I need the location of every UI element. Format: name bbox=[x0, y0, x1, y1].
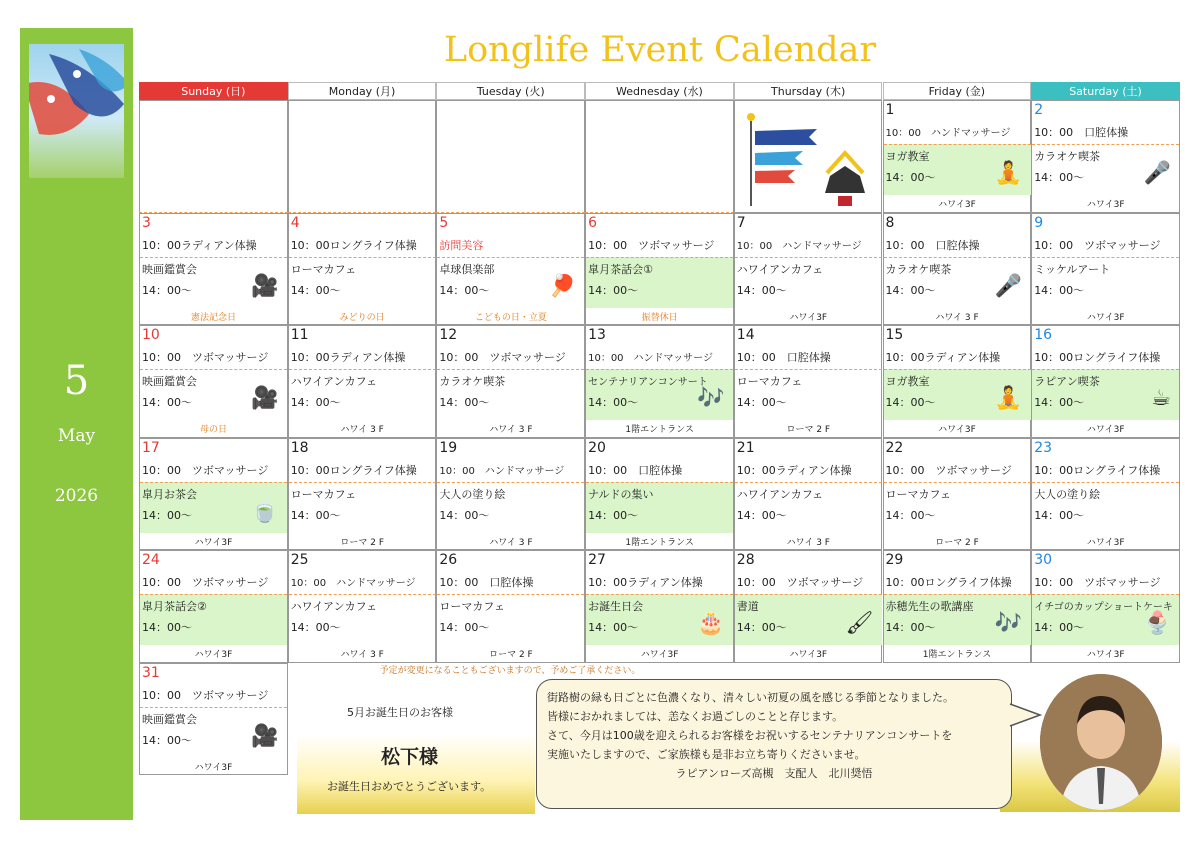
afternoon-event: ローマカフェ bbox=[439, 600, 505, 613]
empty-cell bbox=[585, 100, 734, 213]
morning-event: 10：00ロングライフ体操 bbox=[885, 576, 1012, 589]
day-cell bbox=[585, 325, 734, 438]
day-number: 28 bbox=[736, 552, 755, 568]
afternoon-event-box bbox=[437, 482, 584, 533]
afternoon-event-box bbox=[289, 257, 436, 308]
afternoon-event: ラピアン喫茶 bbox=[1034, 375, 1100, 388]
afternoon-event: ローマカフェ bbox=[885, 487, 951, 501]
day-number: 20 bbox=[588, 439, 606, 456]
afternoon-event: ハワイアンカフェ bbox=[736, 487, 824, 501]
afternoon-event-box bbox=[1032, 257, 1179, 308]
afternoon-time: 14：00～ bbox=[439, 396, 490, 409]
morning-event: 10：00 口腔体操 bbox=[588, 463, 683, 477]
afternoon-event: 皐月お茶会 bbox=[142, 487, 197, 501]
day-cell bbox=[883, 550, 1032, 663]
afternoon-event: カラオケ喫茶 bbox=[1034, 150, 1100, 163]
message-line: 街路樹の緑も日ごとに色濃くなり、清々しい初夏の風を感じる季節となりました。 bbox=[547, 691, 954, 704]
holiday-label: 憲法記念日 bbox=[190, 312, 236, 323]
location-label: ハワイ3F bbox=[1086, 425, 1125, 435]
day-number: 22 bbox=[885, 439, 904, 456]
morning-event: 10：00 ハンドマッサージ bbox=[736, 240, 862, 252]
day-cell bbox=[883, 325, 1032, 438]
morning-event: 10：00 ツボマッサージ bbox=[736, 576, 864, 589]
morning-event: 10：00ロングライフ体操 bbox=[1034, 463, 1161, 477]
afternoon-time: 14：00～ bbox=[1034, 508, 1085, 522]
schedule-change-note: 予定が変更になることもございますので、予めご了承ください。 bbox=[379, 666, 641, 676]
morning-event: 10：00ラディアン体操 bbox=[588, 576, 703, 589]
day-header: Monday (月) bbox=[288, 82, 437, 100]
location-label: ハワイ3F bbox=[1086, 537, 1125, 548]
calendar-title: Longlife Event Calendar bbox=[443, 30, 877, 70]
day-cell bbox=[139, 663, 288, 776]
location-label: ハワイ3F bbox=[1086, 312, 1125, 323]
morning-event: 10：00ロングライフ体操 bbox=[290, 463, 417, 477]
morning-event: 10：00 ハンドマッサージ bbox=[588, 353, 713, 364]
day-cell bbox=[883, 213, 1032, 326]
afternoon-time: 14：00～ bbox=[142, 283, 192, 297]
day-header: Tuesday (火) bbox=[436, 82, 585, 100]
afternoon-event: ハワイアンカフェ bbox=[290, 375, 378, 388]
day-cell bbox=[883, 100, 1032, 213]
day-cell bbox=[585, 213, 734, 326]
location-label: ハワイ 3 F bbox=[489, 425, 533, 435]
empty-cell bbox=[436, 100, 585, 213]
morning-event: 10：00 口腔体操 bbox=[736, 351, 831, 364]
afternoon-event-box bbox=[289, 482, 436, 533]
bubble-tail bbox=[1008, 702, 1042, 728]
afternoon-time: 14：00～ bbox=[588, 621, 639, 634]
location-label: ハワイ3F bbox=[1086, 200, 1125, 210]
afternoon-event: ヨガ教室 bbox=[885, 150, 930, 163]
afternoon-time: 14：00～ bbox=[290, 621, 341, 634]
day-number: 5 bbox=[439, 214, 449, 231]
afternoon-time: 14：00～ bbox=[290, 508, 341, 522]
location-label: ローマ 2 F bbox=[786, 425, 831, 435]
month-number: 5 bbox=[63, 358, 90, 404]
afternoon-event-box bbox=[289, 594, 436, 645]
afternoon-time: 14：00～ bbox=[1034, 283, 1085, 297]
microphone-icon: 🎤 bbox=[1143, 161, 1171, 186]
day-number: 27 bbox=[588, 552, 606, 568]
day-cell bbox=[734, 438, 883, 551]
calligraphy-icon: 🖌 bbox=[845, 611, 874, 636]
afternoon-time: 14：00～ bbox=[1034, 171, 1085, 184]
morning-event: 10：00ロングライフ体操 bbox=[1034, 351, 1161, 364]
afternoon-event: ミッケルアート bbox=[1034, 262, 1111, 276]
location-label: 1階エントランス bbox=[625, 425, 694, 435]
empty-cell bbox=[139, 100, 288, 213]
day-cell bbox=[734, 325, 883, 438]
afternoon-event: 大人の塗り絵 bbox=[439, 487, 506, 501]
morning-event: 10：00 ツボマッサージ bbox=[142, 688, 269, 702]
message-signature: ラピアンローズ高槻 支配人 北川奨悟 bbox=[675, 767, 873, 780]
day-number: 1 bbox=[885, 102, 895, 118]
holiday-label: みどりの日 bbox=[339, 312, 385, 323]
empty-cell bbox=[288, 100, 437, 213]
afternoon-event-box bbox=[289, 369, 436, 420]
afternoon-time: 14：00～ bbox=[290, 396, 341, 409]
afternoon-event: 書道 bbox=[736, 600, 759, 613]
holiday-label: こどもの日・立夏 bbox=[474, 312, 547, 323]
location-label: ローマ 2 F bbox=[935, 537, 979, 548]
morning-event: 10：00 ツボマッサージ bbox=[588, 238, 715, 252]
day-number: 6 bbox=[588, 214, 598, 231]
day-header: Wednesday (水) bbox=[585, 82, 734, 100]
afternoon-event: ハワイアンカフェ bbox=[290, 600, 378, 613]
morning-event: 10：00ラディアン体操 bbox=[142, 238, 257, 252]
movie-camera-icon: 🎥 bbox=[251, 273, 279, 299]
day-cell bbox=[1031, 213, 1180, 326]
message-line: 皆様におかれましては、恙なくお過ごしのことと存じます。 bbox=[547, 710, 844, 723]
afternoon-event: お誕生日会 bbox=[588, 600, 644, 613]
day-number: 2 bbox=[1034, 102, 1044, 118]
day-number: 26 bbox=[439, 552, 458, 568]
day-cell bbox=[139, 325, 288, 438]
holiday-label: 母の日 bbox=[199, 425, 227, 435]
music-notes-icon: 🎶 bbox=[994, 611, 1023, 636]
afternoon-time: 14：00～ bbox=[885, 396, 936, 409]
day-cell bbox=[288, 550, 437, 663]
day-cell bbox=[734, 213, 883, 326]
day-cell bbox=[585, 550, 734, 663]
holiday-label: 振替休日 bbox=[641, 312, 678, 323]
day-number: 18 bbox=[290, 439, 309, 456]
morning-event: 10：00 ツボマッサージ bbox=[439, 351, 566, 364]
morning-event: 10：00 口腔体操 bbox=[1034, 126, 1129, 139]
location-label: ハワイ3F bbox=[789, 650, 828, 660]
day-number: 14 bbox=[736, 327, 755, 343]
afternoon-event-box bbox=[735, 482, 882, 533]
day-cell bbox=[139, 550, 288, 663]
morning-event: 10：00 ツボマッサージ bbox=[142, 576, 269, 589]
day-cell bbox=[436, 213, 585, 326]
afternoon-event: カラオケ喫茶 bbox=[439, 375, 506, 388]
morning-event: 10：00ラディアン体操 bbox=[885, 351, 1001, 364]
afternoon-time: 14：00～ bbox=[142, 621, 192, 634]
location-label: ハワイ3F bbox=[1086, 650, 1125, 660]
afternoon-event-box bbox=[735, 369, 882, 420]
afternoon-event: 皐月茶話会② bbox=[142, 600, 207, 613]
location-label: 1階エントランス bbox=[922, 650, 992, 660]
morning-event: 10：00ラディアン体操 bbox=[290, 351, 406, 364]
morning-event: 10：00 ツボマッサージ bbox=[142, 351, 269, 364]
location-label: ハワイ3F bbox=[194, 537, 233, 548]
birthday-panel bbox=[297, 680, 535, 814]
manager-message bbox=[536, 679, 1012, 809]
yoga-icon: 🧘 bbox=[994, 161, 1023, 186]
afternoon-time: 14：00～ bbox=[885, 283, 936, 297]
day-header: Saturday (土) bbox=[1031, 82, 1180, 100]
location-label: ハワイ3F bbox=[640, 650, 679, 660]
afternoon-time: 14：00～ bbox=[439, 283, 490, 297]
afternoon-time: 14：00～ bbox=[885, 621, 936, 634]
day-cell bbox=[288, 438, 437, 551]
location-label: ハワイ 3 F bbox=[340, 425, 384, 435]
location-label: ハワイ3F bbox=[938, 200, 976, 210]
day-number: 15 bbox=[885, 327, 904, 343]
location-label: ハワイ 3 F bbox=[935, 312, 979, 323]
manager-portrait bbox=[1040, 674, 1162, 810]
location-label: ハワイ3F bbox=[938, 425, 976, 435]
afternoon-time: 14：00～ bbox=[736, 621, 787, 634]
afternoon-event: ハワイアンカフェ bbox=[736, 262, 824, 276]
day-number: 9 bbox=[1034, 214, 1044, 231]
morning-event: 10：00 口腔体操 bbox=[885, 238, 980, 252]
afternoon-event: 映画鑑賞会 bbox=[142, 375, 197, 388]
movie-camera-icon: 🎥 bbox=[251, 386, 279, 411]
coffee-cup-icon: ☕ bbox=[1151, 386, 1171, 411]
month-name: May bbox=[57, 426, 96, 446]
location-label: ハワイ 3 F bbox=[340, 650, 384, 660]
afternoon-time: 14：00～ bbox=[1034, 396, 1085, 409]
day-cell bbox=[1031, 325, 1180, 438]
afternoon-event: 映画鑑賞会 bbox=[142, 262, 197, 276]
day-number: 21 bbox=[736, 439, 755, 456]
location-label: ハワイ3F bbox=[194, 762, 233, 773]
day-cell bbox=[288, 325, 437, 438]
day-number: 8 bbox=[885, 214, 895, 231]
afternoon-event: 皐月茶話会① bbox=[588, 262, 653, 276]
day-number: 16 bbox=[1034, 327, 1053, 343]
day-number: 25 bbox=[290, 552, 309, 568]
morning-event: 10：00 口腔体操 bbox=[439, 576, 534, 589]
day-header: Thursday (木) bbox=[734, 82, 883, 100]
day-cell bbox=[436, 550, 585, 663]
day-number: 11 bbox=[290, 327, 309, 343]
afternoon-time: 14：00～ bbox=[439, 508, 490, 522]
afternoon-event-box bbox=[735, 257, 882, 308]
day-header: Friday (金) bbox=[883, 82, 1032, 100]
day-number: 12 bbox=[439, 327, 458, 343]
day-number: 17 bbox=[142, 439, 160, 456]
day-number: 3 bbox=[142, 214, 151, 231]
afternoon-event: ローマカフェ bbox=[290, 487, 357, 501]
birthday-name: 松下様 bbox=[381, 746, 439, 768]
afternoon-event-box bbox=[1032, 482, 1179, 533]
morning-event: 10：00 ツボマッサージ bbox=[885, 463, 1012, 477]
afternoon-time: 14：00～ bbox=[736, 396, 787, 409]
afternoon-time: 14：00～ bbox=[885, 508, 936, 522]
tea-set-icon: 🍵 bbox=[251, 498, 279, 524]
afternoon-time: 14：00～ bbox=[588, 283, 639, 297]
afternoon-event: カラオケ喫茶 bbox=[885, 262, 952, 276]
day-cell bbox=[585, 438, 734, 551]
location-label: ローマ 2 F bbox=[489, 650, 533, 660]
day-cell bbox=[139, 438, 288, 551]
day-cell bbox=[288, 213, 437, 326]
movie-camera-icon: 🎥 bbox=[251, 723, 279, 749]
morning-event: 10：00 ハンドマッサージ bbox=[439, 465, 565, 477]
location-label: ローマ 2 F bbox=[340, 537, 384, 548]
day-number: 29 bbox=[885, 552, 904, 568]
message-line: さて、今月は100歳を迎えられるお客様をお祝いするセンテナリアンコンサートを bbox=[547, 729, 953, 742]
morning-event: 10：00ロングライフ体操 bbox=[290, 238, 417, 252]
morning-event: 10：00 ツボマッサージ bbox=[142, 463, 269, 477]
afternoon-time: 14：00～ bbox=[588, 508, 639, 522]
afternoon-event-box bbox=[586, 257, 733, 308]
afternoon-event-box bbox=[437, 369, 584, 420]
afternoon-time: 14：00～ bbox=[736, 508, 787, 522]
birthday-message: お誕生日おめでとうございます。 bbox=[327, 780, 492, 793]
day-number: 7 bbox=[736, 214, 746, 231]
day-number: 23 bbox=[1034, 439, 1053, 456]
morning-event: 訪問美容 bbox=[439, 238, 484, 252]
afternoon-event-box bbox=[586, 482, 733, 533]
location-label: ハワイ 3 F bbox=[489, 537, 533, 548]
day-number: 24 bbox=[142, 552, 160, 568]
afternoon-event: ローマカフェ bbox=[736, 375, 803, 388]
afternoon-event: イチゴのカップショートケーキ bbox=[1034, 602, 1173, 613]
afternoon-event: 大人の塗り絵 bbox=[1034, 487, 1101, 501]
music-notes-icon: 🎶 bbox=[697, 386, 725, 411]
afternoon-time: 14：00～ bbox=[885, 171, 936, 184]
parfait-icon: 🍨 bbox=[1143, 611, 1171, 636]
afternoon-time: 14：00～ bbox=[588, 396, 639, 409]
afternoon-time: 14：00～ bbox=[142, 733, 192, 747]
morning-event: 10：00 ツボマッサージ bbox=[1034, 238, 1161, 252]
afternoon-event: 赤穂先生の歌講座 bbox=[885, 600, 974, 613]
message-line: 実施いたしますので、ご家族様も是非お立ち寄りくださいませ。 bbox=[547, 748, 866, 761]
day-cell bbox=[1031, 550, 1180, 663]
afternoon-event-box bbox=[437, 594, 584, 645]
location-label: 1階エントランス bbox=[625, 537, 694, 548]
afternoon-time: 14：00～ bbox=[142, 508, 192, 522]
day-cell bbox=[1031, 438, 1180, 551]
afternoon-event: センテナリアンコンサート bbox=[588, 377, 708, 388]
koinobori-photo bbox=[29, 44, 124, 178]
day-number: 31 bbox=[142, 664, 160, 681]
koinobori-decoration bbox=[734, 100, 883, 213]
day-cell bbox=[734, 550, 883, 663]
afternoon-event: 映画鑑賞会 bbox=[142, 712, 197, 726]
afternoon-time: 14：00～ bbox=[1034, 621, 1085, 634]
morning-event: 10：00 ツボマッサージ bbox=[1034, 576, 1161, 589]
day-cell bbox=[883, 438, 1032, 551]
morning-event: 10：00ラディアン体操 bbox=[736, 463, 852, 477]
afternoon-time: 14：00～ bbox=[736, 283, 787, 297]
microphone-icon: 🎤 bbox=[994, 273, 1023, 299]
afternoon-event: ヨガ教室 bbox=[885, 375, 930, 388]
afternoon-time: 14：00～ bbox=[290, 283, 341, 297]
afternoon-event-box bbox=[884, 482, 1031, 533]
birthday-heading: 5月お誕生日のお客様 bbox=[347, 706, 453, 719]
yoga-icon: 🧘 bbox=[994, 386, 1023, 411]
afternoon-event: ローマカフェ bbox=[290, 262, 357, 276]
day-header: Sunday (日) bbox=[139, 82, 288, 100]
year: 2026 bbox=[54, 486, 99, 506]
morning-event: 10：00 ハンドマッサージ bbox=[290, 578, 416, 589]
location-label: ハワイ 3 F bbox=[786, 537, 830, 548]
location-label: ハワイ3F bbox=[194, 650, 233, 660]
afternoon-event-box bbox=[140, 594, 287, 645]
day-number: 10 bbox=[142, 327, 160, 343]
morning-event: 10：00 ハンドマッサージ bbox=[885, 128, 1011, 139]
cake-icon: 🎂 bbox=[697, 611, 725, 636]
day-cell bbox=[1031, 100, 1180, 213]
day-number: 4 bbox=[290, 214, 300, 231]
sidebar bbox=[20, 28, 133, 820]
afternoon-time: 14：00～ bbox=[439, 621, 490, 634]
afternoon-time: 14：00～ bbox=[142, 396, 192, 409]
afternoon-event: ナルドの集い bbox=[588, 487, 654, 501]
day-cell bbox=[436, 325, 585, 438]
day-number: 30 bbox=[1034, 552, 1053, 568]
day-cell bbox=[139, 213, 288, 326]
afternoon-event: 卓球倶楽部 bbox=[439, 262, 495, 276]
table-tennis-icon: 🏓 bbox=[548, 273, 577, 299]
day-number: 13 bbox=[588, 327, 606, 343]
day-number: 19 bbox=[439, 439, 458, 456]
location-label: ハワイ3F bbox=[789, 312, 828, 323]
day-cell bbox=[436, 438, 585, 551]
